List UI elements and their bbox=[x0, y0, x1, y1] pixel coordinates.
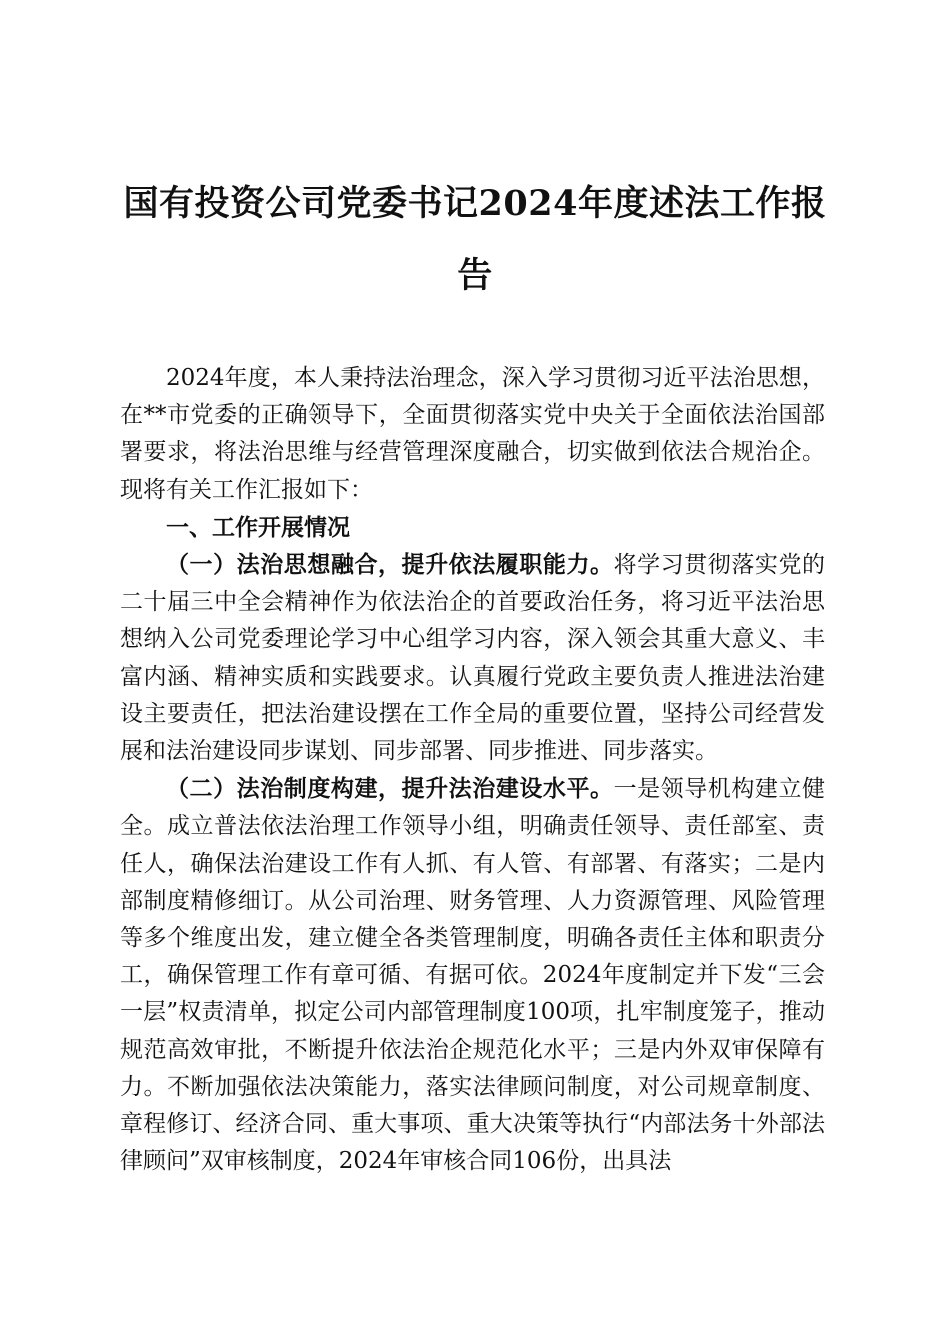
item-one-text: 将学习贯彻落实党的二十届三中全会精神作为依法治企的首要政治任务，将习近平法治思想纳入公司党委理论学习中心组学习内容，深入领会其重大意义、丰富内涵、精神实质和实践要求。认真履行党政主要负责人推进法治建设主要责任，把法治建设摆在工作全局的重要位置，坚持公司经营发展和法治建设同步谋划、同步部署、同步推进、同步落实。 bbox=[120, 552, 826, 765]
item-two-paragraph bbox=[120, 770, 825, 1180]
document-title: 国有投资公司党委书记2024年度述法工作报告 bbox=[123, 183, 827, 296]
section-heading: 一、工作开展情况 bbox=[166, 513, 350, 541]
item-one-lead: （一）法治思想融合，提升依法履职能力。 bbox=[166, 551, 614, 579]
item-one-paragraph bbox=[120, 546, 825, 770]
item-two-text: 一是领导机构建立健全。成立普法依法治理工作领导小组，明确责任领导、责任部室、责任人，确保法治建设工作有人抓、有人管、有部署、有落实；二是内部制度精修细订。从公司治理、财务管理、人力资源管理、风险管理等多个维度出发，建立健全各类管理制度，明确各责任主体和职责分工，确保管理工作有章可循、有据可依。2024年度制定并下发“三会一层”权责清单，拟定公司内部管理制度100项，扎牢制度笼子，推动规范高效审批，不断提升依法治企规范化水平；三是内外双审保障有力。不断加强依法决策能力，落实法律顾问制度，对公司规章制度、章程修订、经济合同、重大事项、重大决策等执行“内部法务十外部法律顾问”双审核制度，2024年审核合同106份，出具法 bbox=[120, 776, 826, 1175]
item-two-lead: （二）法治制度构建，提升法治建设水平。 bbox=[166, 775, 614, 803]
document-body bbox=[120, 360, 825, 1180]
intro-paragraph: 2024年度，本人秉持法治理念，深入学习贯彻习近平法治思想，在**市党委的正确领导下，全面贯彻落实党中央关于全面依法治国部署要求，将法治思维与经营管理深度融合，切实做到依法合规治企。现将有关工作汇报如下： bbox=[120, 365, 825, 503]
